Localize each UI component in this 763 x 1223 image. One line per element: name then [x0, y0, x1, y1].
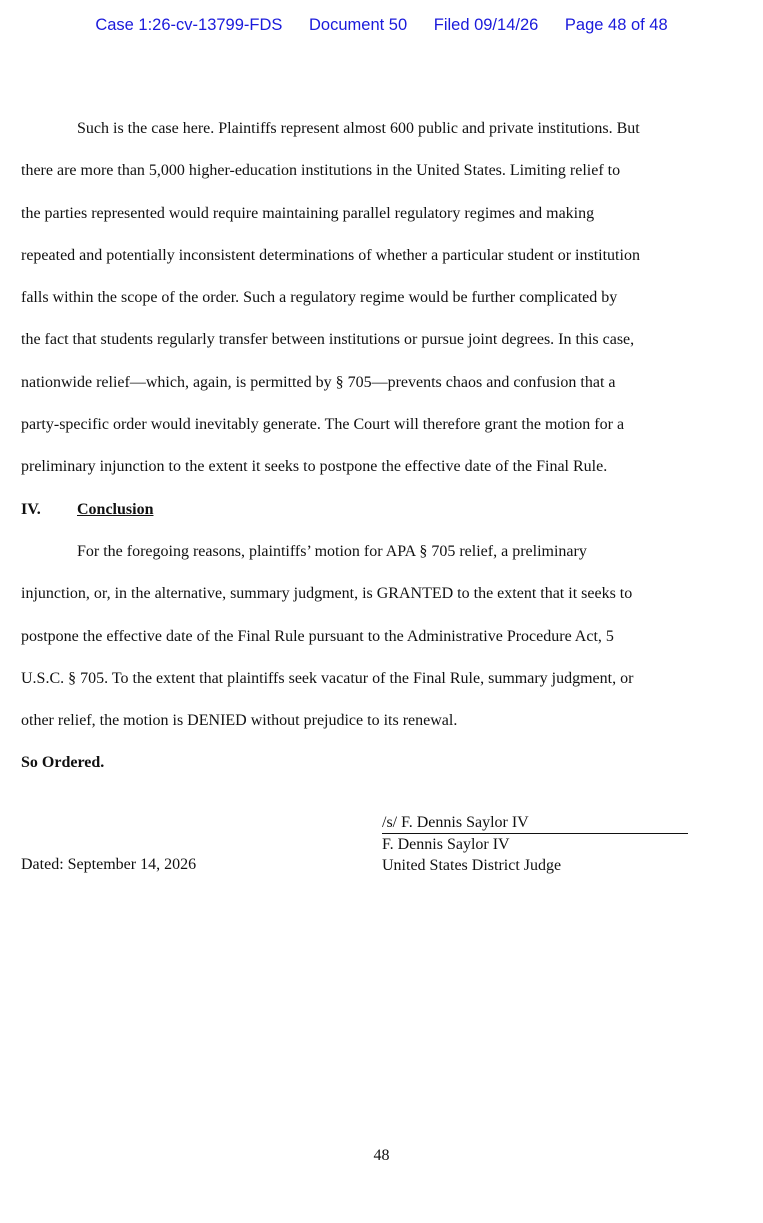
judge-name: F. Dennis Saylor IV [382, 836, 510, 853]
text-line: the parties represented would require maintaining parallel regulatory regimes and making [21, 204, 595, 222]
signature-block [382, 812, 688, 876]
text-line: preliminary injunction to the extent it seeks to postpone the effective date of the Final Rule. [21, 458, 608, 476]
text-line: there are more than 5,000 higher-education institutions in the United States. Limiting relief to [21, 162, 621, 180]
text-line: repeated and potentially inconsistent determinations of whether a particular student or institution [21, 246, 640, 264]
text-line: the fact that students regularly transfer between institutions or pursue joint degrees. In this case, [21, 331, 635, 349]
section-title: Conclusion [77, 500, 154, 518]
page-count: Page 48 of 48 [564, 16, 668, 34]
text-line: party-specific order would inevitably generate. The Court will therefore grant the motion for a [21, 416, 625, 434]
section-number: IV. [21, 500, 41, 518]
text-line: For the foregoing reasons, plaintiffs’ motion for APA § 705 relief, a preliminary [77, 542, 587, 560]
opinion-body [21, 108, 743, 785]
text-line: falls within the scope of the order. Such a regulatory regime would be further complicated by [21, 289, 618, 307]
dated-line: Dated: September 14, 2026 [21, 856, 197, 873]
text-line: U.S.C. § 705. To the extent that plaintiffs seek vacatur of the Final Rule, summary judgment, or [21, 669, 634, 687]
text-line: postpone the effective date of the Final Rule pursuant to the Administrative Procedure Act, 5 [21, 627, 614, 645]
section-heading [21, 489, 743, 531]
paragraph-conclusion [21, 531, 743, 742]
signature-line: /s/ F. Dennis Saylor IV [382, 812, 688, 834]
case-number: Case 1:26-cv-13799-FDS [95, 16, 283, 34]
page-number: 48 [373, 1147, 390, 1164]
case-header [0, 16, 763, 35]
paragraph-relief-scope [21, 108, 743, 489]
text-line: other relief, the motion is DENIED without prejudice to its renewal. [21, 712, 458, 730]
filed-date: Filed 09/14/26 [433, 16, 539, 34]
text-line: nationwide relief—which, again, is permitted by § 705—prevents chaos and confusion that a [21, 373, 616, 391]
text-line: Such is the case here. Plaintiffs represent almost 600 public and private institutions. But [77, 120, 640, 137]
document-number: Document 50 [309, 16, 408, 34]
judge-title: United States District Judge [382, 857, 562, 874]
text-line: injunction, or, in the alternative, summary judgment, is GRANTED to the extent that it seeks to [21, 585, 633, 603]
so-ordered: So Ordered. [21, 754, 105, 772]
